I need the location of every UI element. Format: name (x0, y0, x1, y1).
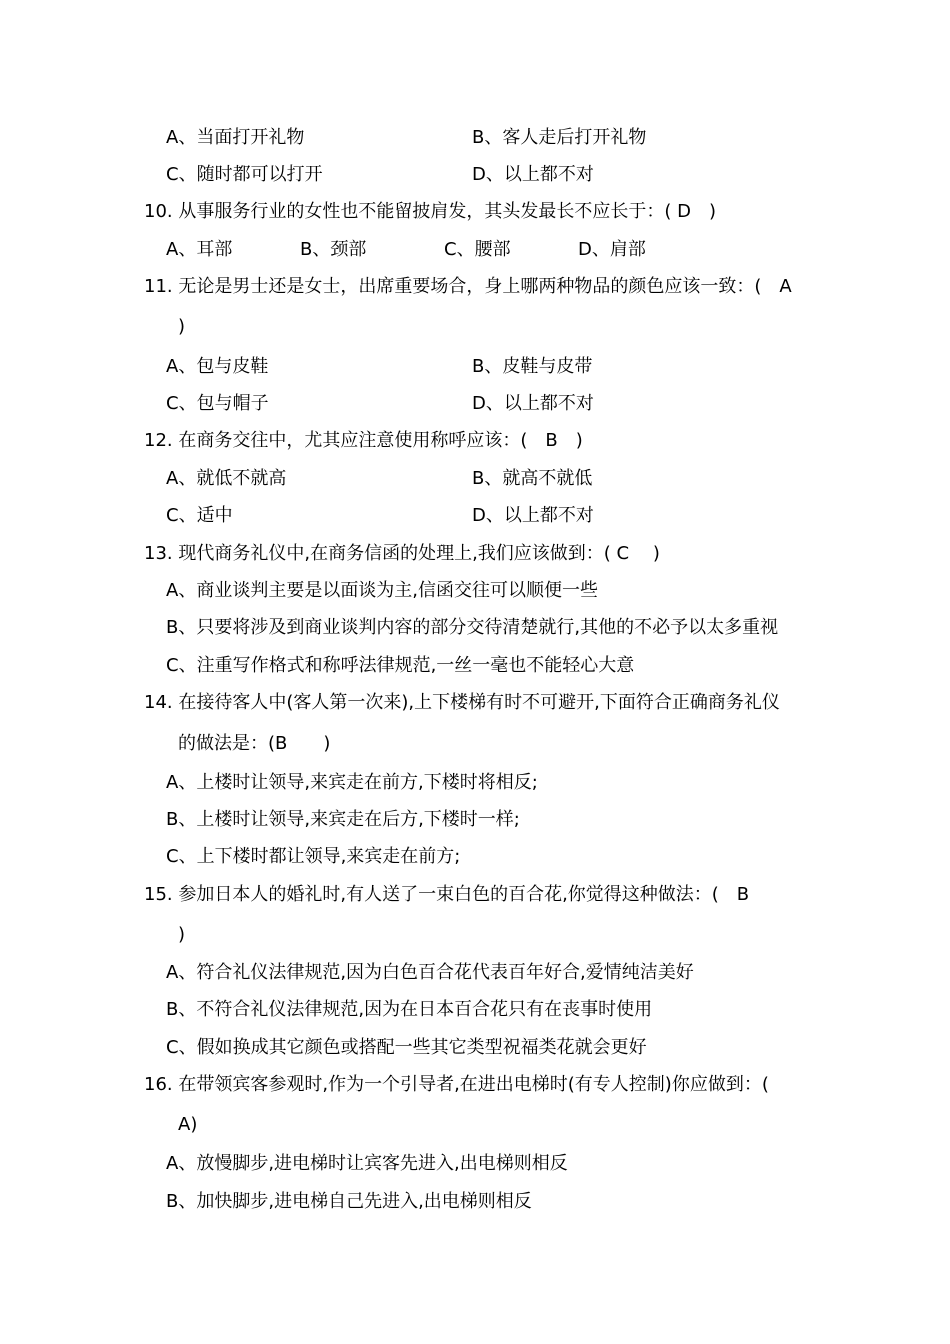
q16-option-a: A、放慢脚步,进电梯时让宾客先进入,出电梯则相反 (166, 1153, 568, 1174)
q14-option-b: B、上楼时让领导,来宾走在后方,下楼时一样; (166, 809, 520, 830)
q15-option-c: C、假如换成其它颜色或搭配一些其它类型祝福类花就会更好 (166, 1037, 647, 1058)
q13-option-c: C、注重写作格式和称呼法律规范,一丝一毫也不能轻心大意 (166, 655, 635, 676)
q11-option-d: D、以上都不对 (472, 393, 594, 414)
q15-option-a: A、符合礼仪法律规范,因为白色百合花代表百年好合,爱情纯洁美好 (166, 962, 694, 983)
q11-stem: 11. 无论是男士还是女士，出席重要场合，身上哪两种物品的颜色应该一致：( A (144, 276, 792, 297)
q13-option-a: A、商业谈判主要是以面谈为主,信函交往可以顺便一些 (166, 580, 599, 601)
q9-option-d: D、以上都不对 (472, 164, 594, 185)
q9-option-c: C、随时都可以打开 (166, 164, 323, 185)
q14-stem-continued: 的做法是：(B ) (178, 733, 331, 754)
q16-option-b: B、加快脚步,进电梯自己先进入,出电梯则相反 (166, 1191, 532, 1212)
q12-option-a: A、就低不就高 (166, 468, 287, 489)
q15-stem-continued: ) (178, 924, 186, 945)
q14-option-a: A、上楼时让领导,来宾走在前方,下楼时将相反; (166, 772, 538, 793)
q10-option-a: A、耳部 (166, 239, 233, 260)
q12-stem: 12. 在商务交往中，尤其应注意使用称呼应该：( B ) (144, 430, 583, 451)
q11-option-c: C、包与帽子 (166, 393, 269, 414)
q9-option-b: B、客人走后打开礼物 (472, 127, 647, 148)
q16-stem-continued: A) (178, 1114, 198, 1135)
q13-stem: 13. 现代商务礼仪中,在商务信函的处理上,我们应该做到：( C ) (144, 543, 660, 564)
q10-option-b: B、颈部 (300, 239, 367, 260)
q12-option-b: B、就高不就低 (472, 468, 593, 489)
q16-stem: 16. 在带领宾客参观时,作为一个引导者,在进出电梯时(有专人控制)你应做到：( (144, 1074, 769, 1095)
q10-option-c: C、腰部 (444, 239, 511, 260)
q15-option-b: B、不符合礼仪法律规范,因为在日本百合花只有在丧事时使用 (166, 999, 653, 1020)
q10-option-d: D、肩部 (578, 239, 646, 260)
q13-option-b: B、只要将涉及到商业谈判内容的部分交待清楚就行,其他的不必予以太多重视 (166, 617, 779, 638)
q11-stem-continued: ) (178, 316, 186, 337)
q11-option-a: A、包与皮鞋 (166, 356, 269, 377)
q14-option-c: C、上下楼时都让领导,来宾走在前方; (166, 846, 461, 867)
q15-stem: 15. 参加日本人的婚礼时,有人送了一束白色的百合花,你觉得这种做法：( B (144, 884, 750, 905)
q12-option-c: C、适中 (166, 505, 233, 526)
q10-stem: 10. 从事服务行业的女性也不能留披肩发，其头发最长不应长于：( D ) (144, 201, 716, 222)
q12-option-d: D、以上都不对 (472, 505, 594, 526)
q9-option-a: A、当面打开礼物 (166, 127, 305, 148)
q11-option-b: B、皮鞋与皮带 (472, 356, 593, 377)
q14-stem: 14. 在接待客人中(客人第一次来),上下楼梯有时不可避开,下面符合正确商务礼仪 (144, 692, 780, 713)
